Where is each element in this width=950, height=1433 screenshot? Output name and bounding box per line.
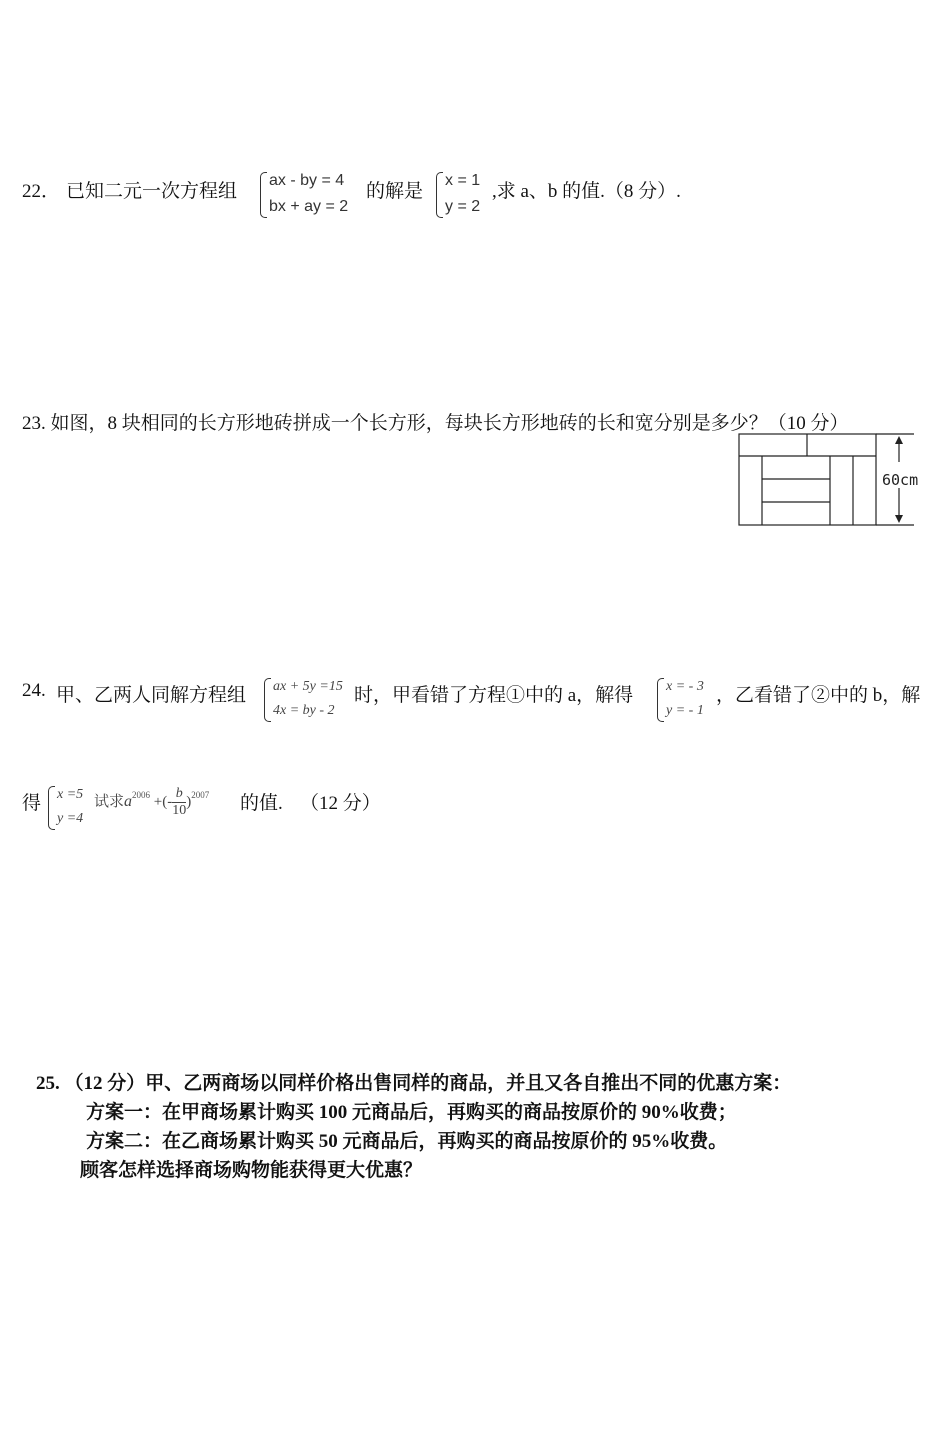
arrow-up-icon — [895, 436, 903, 444]
q24-sol1-y: y = - 1 — [666, 703, 704, 718]
q22-solution-x: x = 1 — [445, 172, 481, 189]
q24-solution-b — [48, 784, 94, 832]
q22-equation-2: bx + ay = 2 — [269, 198, 349, 215]
brace-icon — [48, 786, 55, 830]
q22-prefix: 已知二元一次方程组 — [66, 181, 238, 202]
q22-mid: 的解是 — [366, 181, 424, 202]
q24-solution-a — [657, 676, 719, 724]
q24-equation-1: ax + 5y =15 — [273, 679, 343, 694]
brace-icon — [436, 172, 443, 218]
q22-equation-1: ax - by = 4 — [269, 172, 345, 189]
q24-plus: +(- — [153, 793, 173, 810]
q24-exponent-1: 2006 — [132, 789, 151, 800]
q23-figure-label: 60cm — [882, 471, 918, 489]
q24-sol1-x: x = - 3 — [666, 679, 704, 694]
q24-line2-prefix: 得 — [22, 793, 42, 814]
q25-line1: 25. （12 分）甲、乙两商场以同样价格出售同样的商品，并且又各自推出不同的优惠方案： — [36, 1073, 792, 1094]
q23-text: 23. 如图，8 块相同的长方形地砖拼成一个长方形，每块长方形地砖的长和宽分别是多少？（10 分） — [22, 413, 849, 434]
q24-mid2: ，乙看错了②中的 b，解 — [716, 685, 921, 706]
brace-icon — [260, 172, 267, 218]
q25-plan-1: 方案一：在甲商场累计购买 100 元商品后，再购买的商品按原价的 90%收费； — [86, 1102, 737, 1123]
q22-number: 22． — [22, 181, 61, 202]
q24-frac-den: 10 — [172, 803, 187, 818]
q24-prefix: 甲、乙两人同解方程组 — [56, 685, 247, 706]
q24-try-label: 试求 — [94, 793, 125, 810]
q23-tile-figure — [736, 432, 918, 528]
q24-equation-2: 4x = by - 2 — [273, 703, 335, 718]
q22-solution — [436, 170, 496, 220]
q24-exponent-2: 2007 — [191, 789, 210, 800]
q22-equation-system — [260, 170, 370, 220]
q24-number: 24. — [22, 680, 46, 701]
brace-icon — [657, 678, 664, 722]
q24-close-paren: ) — [186, 793, 192, 810]
brace-icon — [264, 678, 271, 722]
q24-fraction — [172, 786, 186, 819]
q24-expression — [94, 786, 209, 819]
q24-var-a: a — [124, 792, 133, 810]
q24-frac-num: b — [172, 786, 186, 803]
arrow-down-icon — [895, 515, 903, 523]
q24-equation-system — [264, 676, 356, 724]
q24-sol2-y: y =4 — [57, 811, 84, 826]
q24-sol2-x: x =5 — [57, 787, 84, 802]
q25-plan-2: 方案二：在乙商场累计购买 50 元商品后，再购买的商品按原价的 95%收费。 — [86, 1131, 728, 1152]
q24-suffix: 的值. — [240, 793, 283, 814]
q24-score: （12 分） — [300, 793, 381, 814]
q25-question: 顾客怎样选择商场购物能获得更大优惠？ — [80, 1160, 423, 1181]
q24-mid1: 时，甲看错了方程①中的 a，解得 — [354, 685, 634, 706]
q22-solution-y: y = 2 — [445, 198, 481, 215]
q22-suffix: ,求 a、b 的值.（8 分）. — [492, 181, 681, 202]
